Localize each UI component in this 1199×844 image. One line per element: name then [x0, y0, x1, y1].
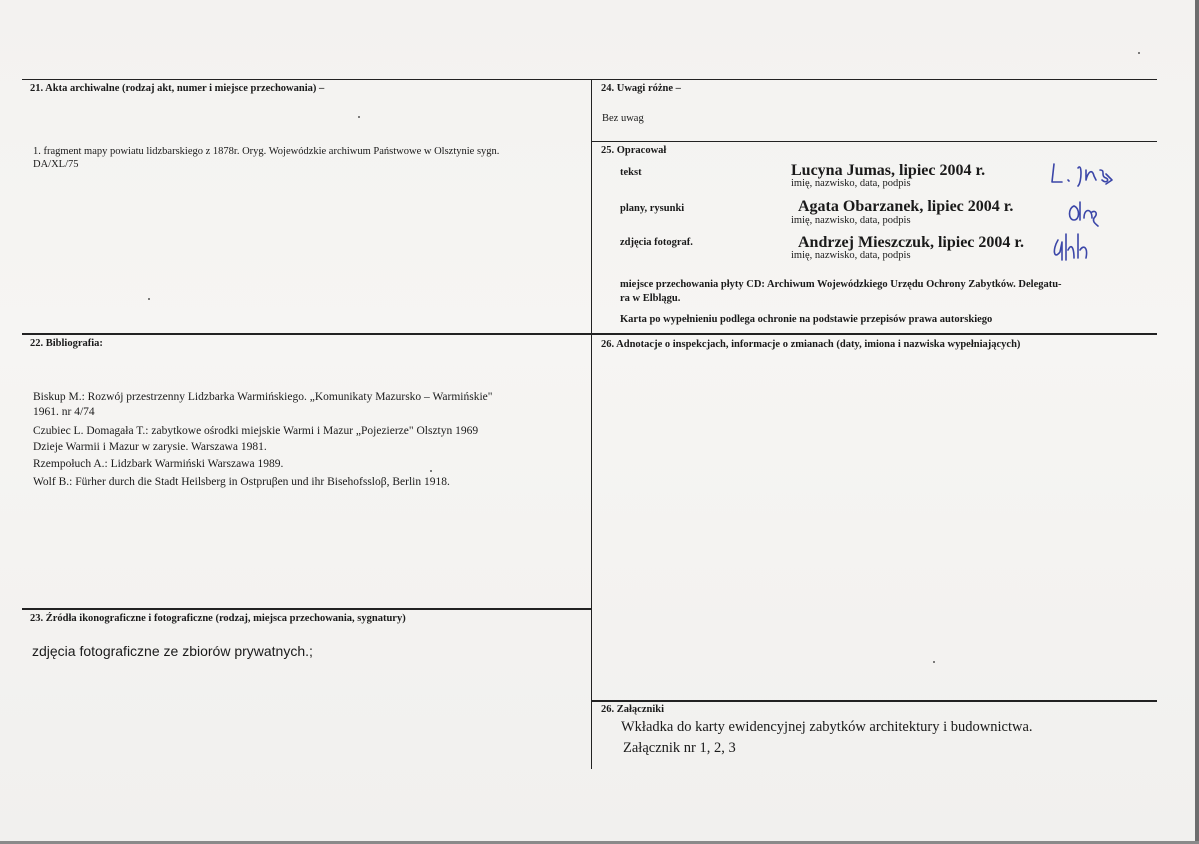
section-25-header: 25. Opracował: [601, 145, 667, 156]
bibliography-line: Czubiec L. Domagała T.: zabytkowe ośrodki miejskie Warmi i Mazur „Pojezierze" Olsztyn 1969: [33, 425, 479, 437]
bibliography-line: 1961. nr 4/74: [33, 406, 95, 418]
scan-speck: [430, 470, 432, 472]
page-edge-right: [1195, 0, 1199, 844]
attachments-line-2: Załącznik nr 1, 2, 3: [623, 740, 736, 756]
author-caption: imię, nazwisko, data, podpis: [791, 250, 911, 261]
scan-speck: [933, 661, 935, 663]
row-label-text: tekst: [620, 167, 642, 178]
signature-icon: [1048, 158, 1118, 192]
attachments-header: 26. Załączniki: [601, 704, 665, 715]
rule-21-22: [22, 333, 1157, 335]
rule-26-zal: [591, 700, 1157, 702]
author-caption: imię, nazwisko, data, podpis: [791, 178, 911, 189]
section-22-header: 22. Bibliografia:: [30, 338, 103, 349]
bibliography-line: Biskup M.: Rozwój przestrzenny Lidzbarka Warmińskiego. „Komunikaty Mazursko – Warmińskie": [33, 391, 493, 403]
bibliography-line: Dzieje Warmii i Mazur w zarysie. Warszawa 1981.: [33, 441, 267, 453]
copyright-note: Karta po wypełnieniu podlega ochronie na podstawie przepisów prawa autorskiego: [620, 314, 993, 325]
row-label-photos: zdjęcia fotograf.: [620, 237, 693, 248]
section-21-line-2: DA/XL/75: [33, 159, 79, 170]
attachments-line-1: Wkładka do karty ewidencyjnej zabytków architektury i budownictwa.: [621, 719, 1033, 735]
signature-icon: [1066, 198, 1106, 228]
scan-speck: [1138, 52, 1140, 54]
section-23-header: 23. Źródła ikonograficzne i fotograficzne (rodzaj, miejsca przechowania, sygnatury): [30, 613, 406, 624]
bibliography-line: Rzempołuch A.: Lidzbark Warmiński Warszawa 1989.: [33, 458, 284, 470]
cd-storage-line-2: ra w Elblągu.: [620, 293, 681, 304]
author-name-text: Lucyna Jumas, lipiec 2004 r.: [791, 162, 986, 179]
author-name-plans: Agata Obarzanek, lipiec 2004 r.: [798, 198, 1014, 215]
section-23-text: zdjęcia fotograficzne ze zbiorów prywatnych.;: [32, 643, 313, 659]
rule-24-25: [591, 141, 1157, 142]
section-24-text: Bez uwag: [602, 113, 644, 124]
row-label-plans: plany, rysunki: [620, 203, 685, 214]
bibliography-line: Wolf B.: Fürher durch die Stadt Heilsberg in Ostpruβen und ihr Bisehofssloβ, Berlin 1918.: [33, 476, 450, 488]
scan-speck: [148, 298, 150, 300]
author-name-photos: Andrzej Mieszczuk, lipiec 2004 r.: [798, 234, 1025, 251]
scan-speck: [358, 116, 360, 118]
section-21-line-1: 1. fragment mapy powiatu lidzbarskiego z 1878r. Oryg. Wojewódzkie archiwum Państwowe w Olsztynie sygn.: [33, 146, 500, 157]
center-divider: [591, 79, 592, 769]
rule-22-23: [22, 608, 591, 610]
author-caption: imię, nazwisko, data, podpis: [791, 215, 911, 226]
section-24-header: 24. Uwagi różne –: [601, 83, 681, 94]
cd-storage-line-1: miejsce przechowania płyty CD: Archiwum Wojewódzkiego Urzędu Ochrony Zabytków. Delegatu-: [620, 279, 1062, 290]
signature-icon: [1048, 230, 1108, 264]
top-rule: [22, 79, 1157, 80]
section-26-header: 26. Adnotacje o inspekcjach, informacje o zmianach (daty, imiona i nazwiska wypełniających): [601, 339, 1021, 350]
section-21-header: 21. Akta archiwalne (rodzaj akt, numer i miejsce przechowania) –: [30, 83, 325, 94]
